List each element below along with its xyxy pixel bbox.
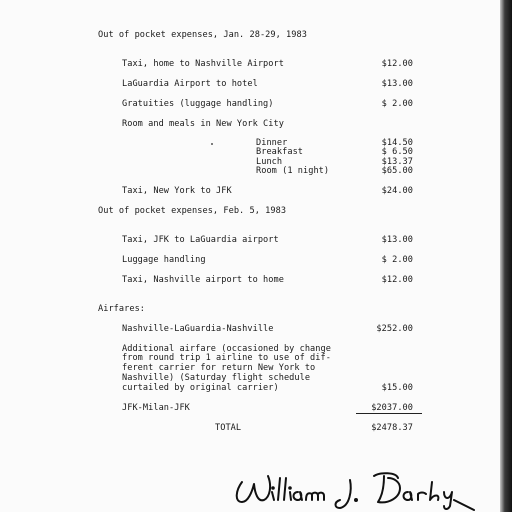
airfare-amount: $252.00 xyxy=(376,324,413,334)
section-heading-airfares: Airfares: xyxy=(98,304,146,314)
airfare-note-line: ferent carrier for return New York to xyxy=(122,363,316,373)
airfare-label: Nashville-LaGuardia-Nashville xyxy=(122,324,274,334)
meal-label: Dinner xyxy=(256,138,288,148)
airfare-note-line: curtailed by original carrier) xyxy=(122,383,279,393)
meal-amount: $14.50 xyxy=(381,138,413,148)
line-item-label: Taxi, New York to JFK xyxy=(122,186,232,196)
airfare-label: JFK-Milan-JFK xyxy=(122,403,190,413)
line-item-amount: $13.00 xyxy=(381,79,413,89)
line-item-amount: $24.00 xyxy=(381,186,413,196)
meal-amount: $ 6.50 xyxy=(381,147,413,157)
line-item-label: Taxi, JFK to LaGuardia airport xyxy=(122,235,279,245)
line-item-label: Gratuities (luggage handling) xyxy=(122,99,274,109)
sum-underline xyxy=(356,413,422,414)
page-edge-shadow xyxy=(500,0,512,512)
airfare-amount: $15.00 xyxy=(381,383,413,393)
meal-amount: $65.00 xyxy=(381,166,413,176)
meal-label: Breakfast xyxy=(256,147,304,157)
airfare-note-line: Nashville) (Saturday flight schedule xyxy=(122,373,311,383)
airfare-amount: $2037.00 xyxy=(371,403,413,413)
scan-speck xyxy=(211,143,213,145)
line-item-amount: $ 2.00 xyxy=(381,255,413,265)
meal-label: Lunch xyxy=(256,157,283,167)
line-item-amount: $12.00 xyxy=(381,59,413,69)
handwritten-signature xyxy=(228,462,478,512)
meal-amount: $13.37 xyxy=(381,157,413,167)
meal-label: Room (1 night) xyxy=(256,166,330,176)
line-item-amount: $ 2.00 xyxy=(381,99,413,109)
line-item-label: Taxi, Nashville airport to home xyxy=(122,275,284,285)
line-item-label: Taxi, home to Nashville Airport xyxy=(122,59,284,69)
line-item-label: Luggage handling xyxy=(122,255,206,265)
airfare-note-line: from round trip 1 airline to use of dif- xyxy=(122,353,331,363)
section-heading-jan: Out of pocket expenses, Jan. 28-29, 1983 xyxy=(98,30,307,40)
airfare-note-line: Additional airfare (occasioned by change xyxy=(122,344,331,354)
line-item-label: Room and meals in New York City xyxy=(122,119,284,129)
section-heading-feb: Out of pocket expenses, Feb. 5, 1983 xyxy=(98,206,287,216)
line-item-label: LaGuardia Airport to hotel xyxy=(122,79,258,89)
total-label: TOTAL xyxy=(215,423,242,433)
line-item-amount: $12.00 xyxy=(381,275,413,285)
total-amount: $2478.37 xyxy=(371,423,413,433)
line-item-amount: $13.00 xyxy=(381,235,413,245)
